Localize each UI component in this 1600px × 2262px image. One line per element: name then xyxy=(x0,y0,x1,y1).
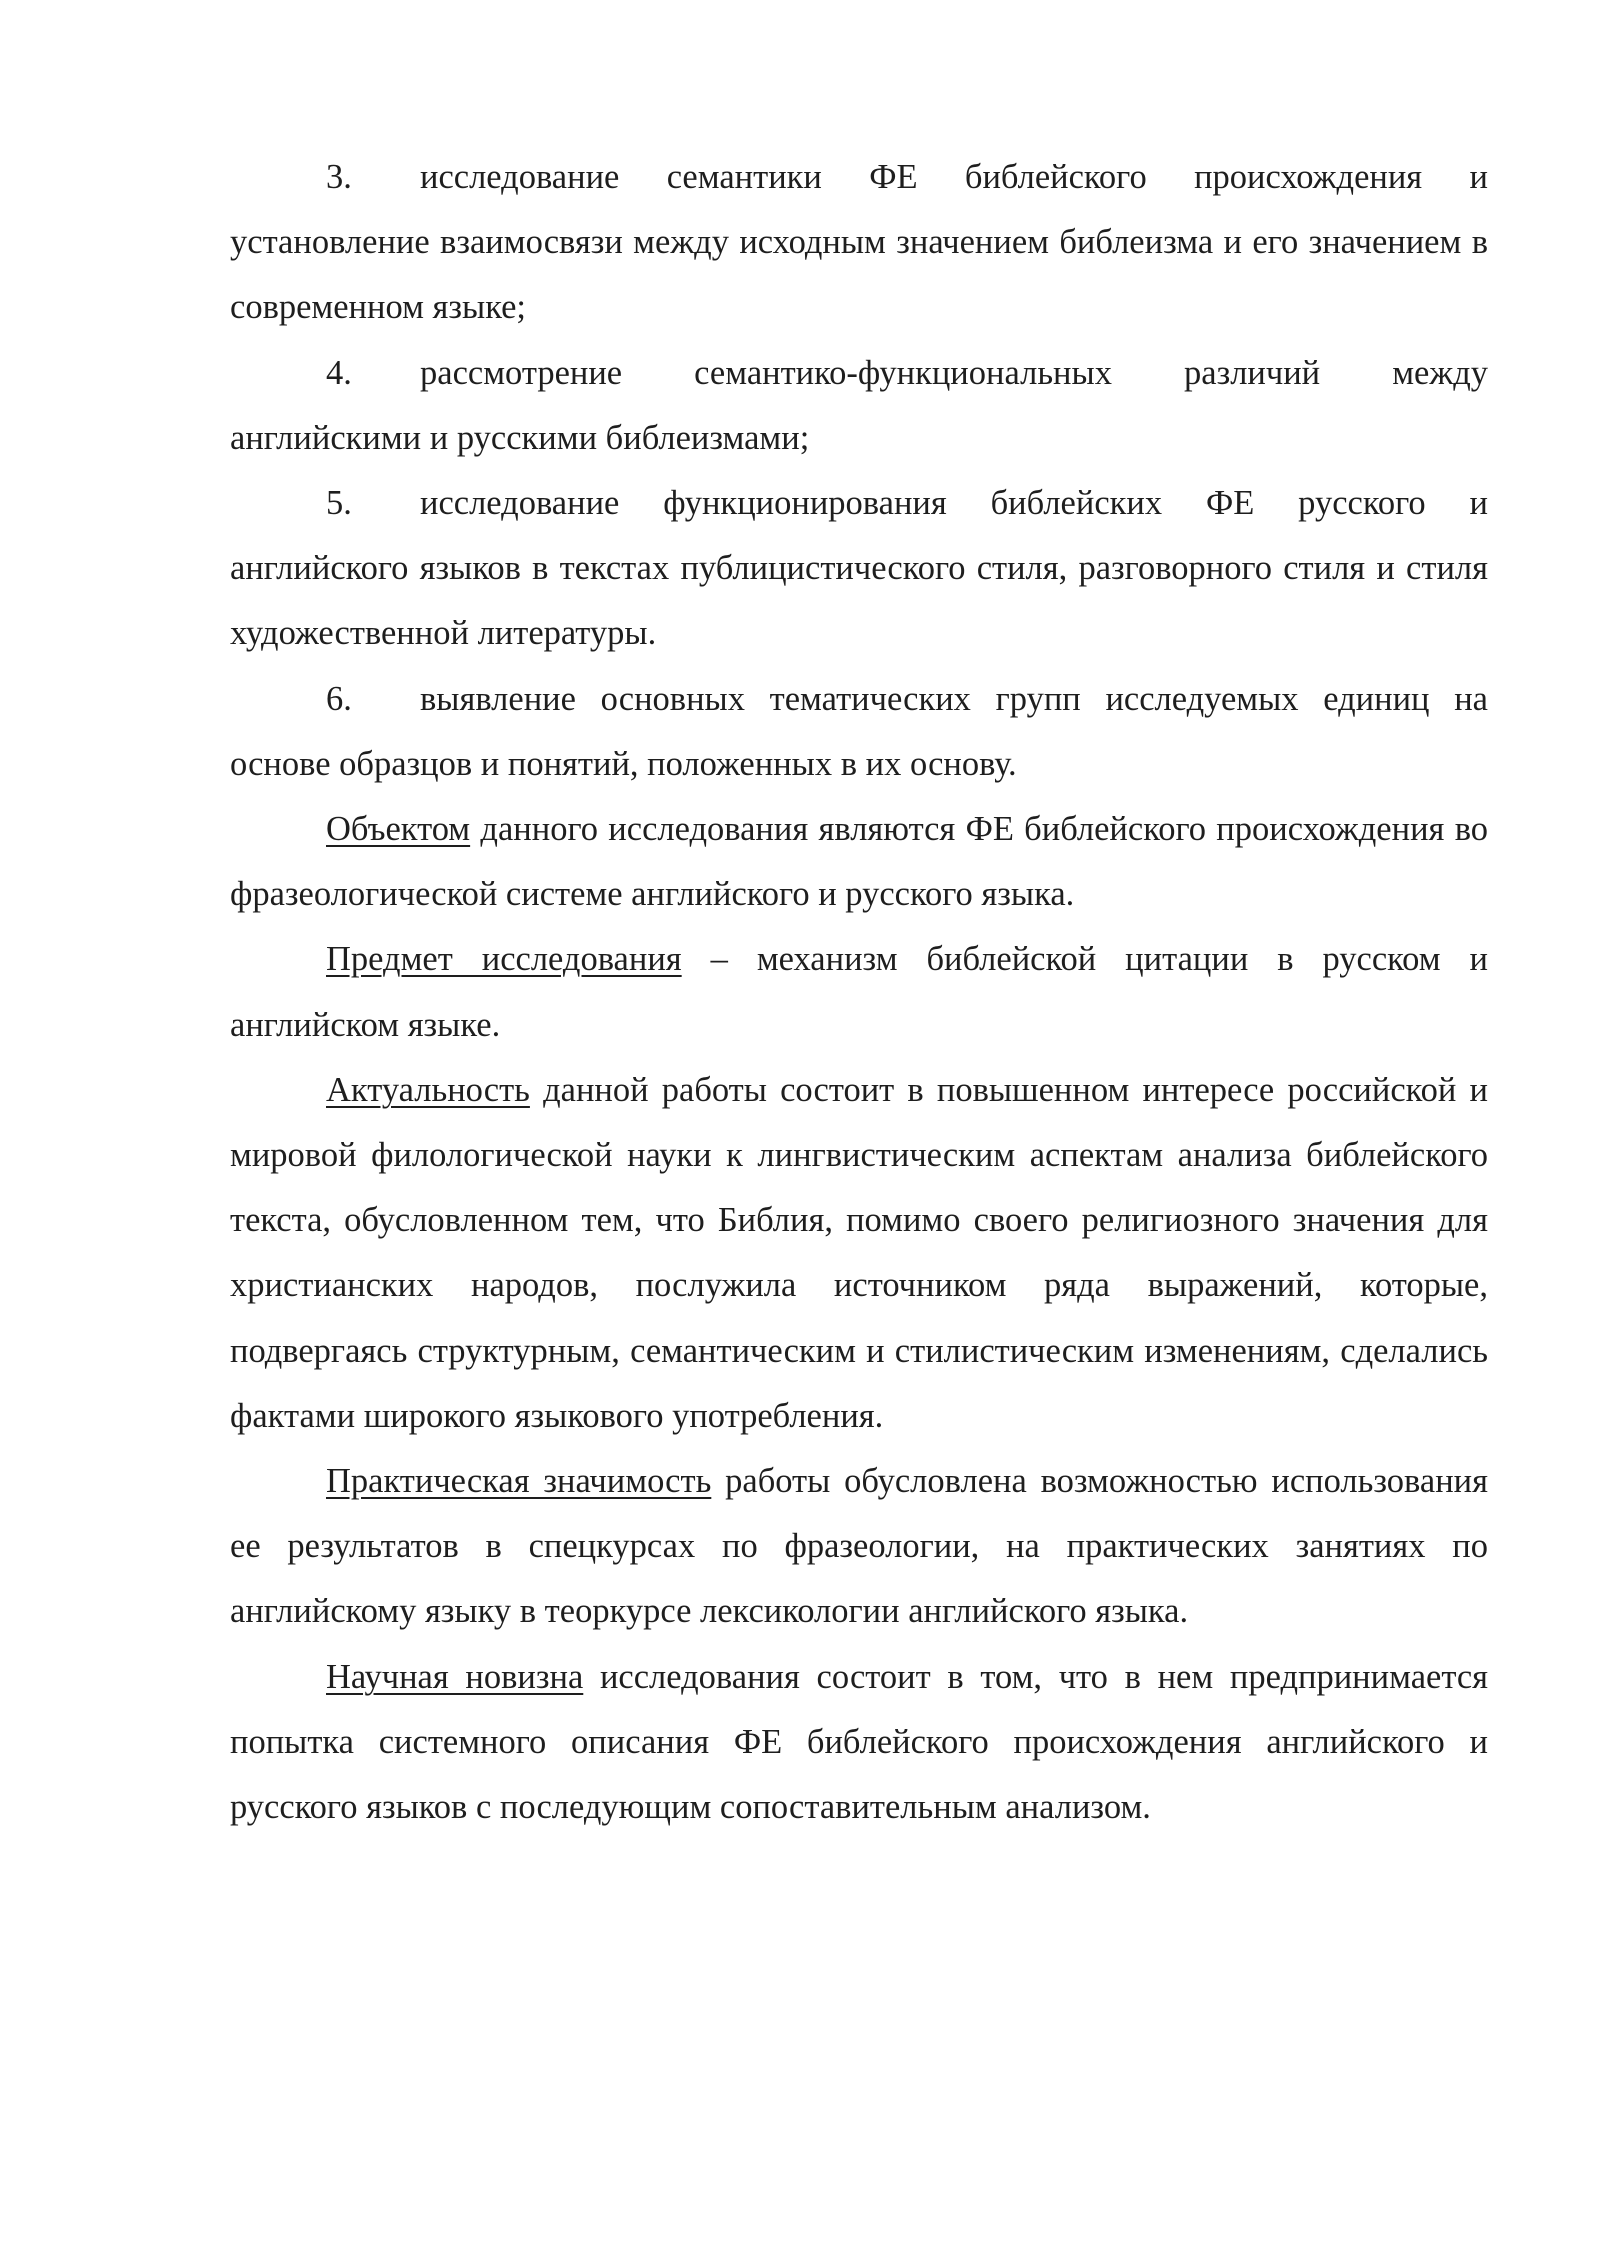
list-item-text: исследование функционирования библейских ФЕ русского и английского языков в текстах публицистического стиля, разговорного стиля и стиля художественной литературы. xyxy=(230,484,1488,653)
list-item-6 xyxy=(230,667,1488,797)
list-item-number: 4. xyxy=(326,353,352,392)
list-item-number: 5. xyxy=(326,484,352,523)
novelty-paragraph xyxy=(230,1645,1488,1841)
practical-term: Практическая значимость xyxy=(326,1462,712,1501)
list-item-text: исследование семантики ФЕ библейского происхождения и установление взаимосвязи между исходным значением библеизма и его значением в современном языке; xyxy=(230,158,1488,327)
novelty-text: исследования состоит в том, что в нем предпринимается попытка системного описания ФЕ библейского происхождения английского и русского языков с последующим сопоставительным анализом. xyxy=(230,1657,1489,1827)
relevance-paragraph xyxy=(230,1058,1488,1449)
practical-text: работы обусловлена возможностью использования ее результатов в спецкурсах по фразеологии, на практических занятиях по английскому языку в теоркурсе лексикологии английского языка. xyxy=(230,1462,1489,1631)
practical-paragraph xyxy=(230,1449,1488,1645)
object-paragraph xyxy=(230,797,1488,927)
document-page xyxy=(230,145,1488,1840)
object-text: данного исследования являются ФЕ библейского происхождения во фразеологической системе английского и русского языка. xyxy=(230,810,1488,914)
list-item-5 xyxy=(230,471,1488,667)
list-item-number: 3. xyxy=(326,158,352,196)
list-item-4 xyxy=(230,341,1488,471)
list-item-3 xyxy=(230,145,1488,341)
list-item-text: выявление основных тематических групп исследуемых единиц на основе образцов и понятий, положенных в их основу. xyxy=(230,679,1488,783)
subject-text: – механизм библейской цитации в русском и английском языке. xyxy=(230,940,1488,1044)
relevance-term: Актуальность xyxy=(326,1070,530,1109)
list-item-text: рассмотрение семантико-функциональных различий между английскими и русскими библеизмами; xyxy=(230,353,1488,457)
subject-paragraph xyxy=(230,927,1488,1057)
object-term: Объектом xyxy=(326,810,471,849)
list-item-number: 6. xyxy=(326,679,352,718)
novelty-term: Научная новизна xyxy=(326,1657,584,1696)
relevance-text: данной работы состоит в повышенном интересе российской и мировой филологической науки к лингвистическим аспектам анализа библейского текста, обусловленном тем, что Библия, помимо своего религиозного значения для христианских народов, послужила источником ряда выражений, которые, подвергаясь структурным, семантическим и стилистическим изменениям, сделались фактами широкого языкового употребления. xyxy=(230,1070,1488,1435)
subject-term: Предмет исследования xyxy=(326,940,682,979)
